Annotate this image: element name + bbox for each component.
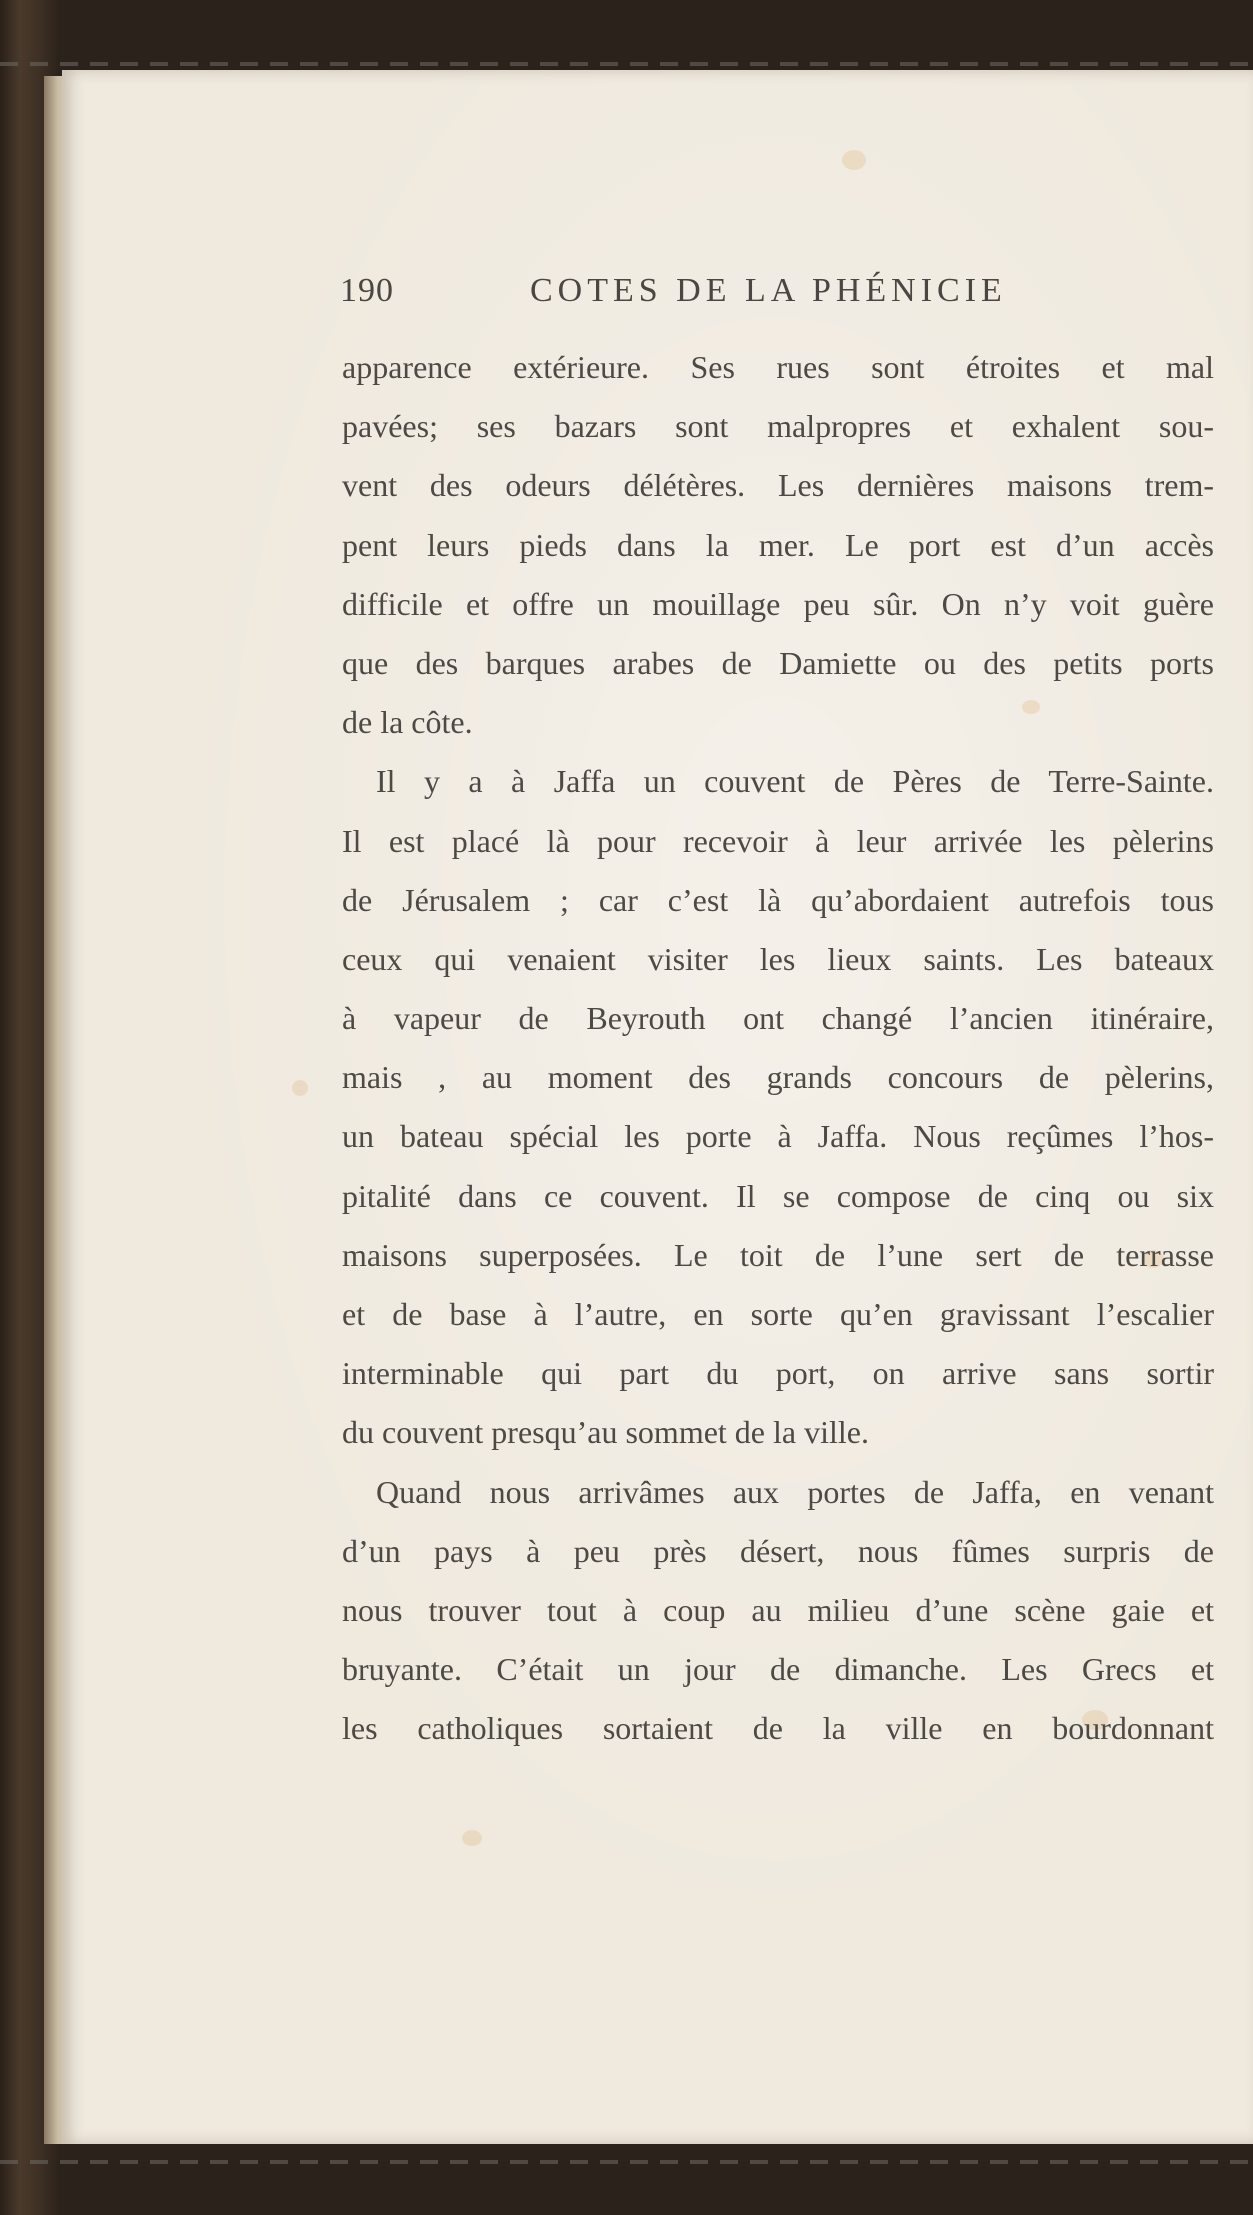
text-line: ceux qui venaient visiter les lieux saints. Les bateaux bbox=[342, 940, 1214, 977]
text-line: que des barques arabes de Damiette ou des petits ports bbox=[342, 644, 1214, 681]
text-line: interminable qui part du port, on arrive sans sortir bbox=[342, 1355, 1214, 1392]
text-line: bruyante. C’était un jour de dimanche. Les Grecs et bbox=[342, 1651, 1214, 1688]
text-line: Quand nous arrivâmes aux portes de Jaffa, en venant bbox=[376, 1473, 1214, 1510]
foxing-spot bbox=[292, 1080, 308, 1096]
text-line: de la côte. bbox=[342, 704, 473, 741]
text-line: pent leurs pieds dans la mer. Le port est d’un accès bbox=[342, 526, 1214, 563]
page-number: 190 bbox=[340, 272, 394, 309]
body-text bbox=[342, 338, 1214, 1759]
foxing-spot bbox=[842, 150, 866, 170]
text-line: pitalité dans ce couvent. Il se compose de cinq ou six bbox=[342, 1177, 1214, 1214]
text-line: Il y a à Jaffa un couvent de Pères de Terre-Sainte. bbox=[376, 763, 1214, 800]
page-header bbox=[340, 272, 1235, 320]
text-line: un bateau spécial les porte à Jaffa. Nous reçûmes l’hos- bbox=[342, 1118, 1214, 1155]
text-line: apparence extérieure. Ses rues sont étroites et mal bbox=[342, 349, 1214, 385]
text-line: les catholiques sortaient de la ville en bourdonnant bbox=[342, 1710, 1214, 1747]
text-line: mais , au moment des grands concours de pèlerins, bbox=[342, 1059, 1214, 1096]
text-line: pavées; ses bazars sont malpropres et exhalent sou- bbox=[342, 408, 1214, 445]
text-line: maisons superposées. Le toit de l’une sert de terrasse bbox=[342, 1236, 1214, 1273]
text-line: vent des odeurs délétères. Les dernières maisons trem- bbox=[342, 467, 1214, 504]
text-line: Il est placé là pour recevoir à leur arrivée les pèlerins bbox=[342, 822, 1214, 859]
text-line: à vapeur de Beyrouth ont changé l’ancien itinéraire, bbox=[342, 1000, 1214, 1037]
text-line: du couvent presqu’au sommet de la ville. bbox=[342, 1414, 869, 1451]
scan-top-dashes bbox=[0, 62, 1253, 66]
text-line: difficile et offre un mouillage peu sûr. On n’y voit guère bbox=[342, 585, 1214, 622]
text-line: nous trouver tout à coup au milieu d’une scène gaie et bbox=[342, 1591, 1214, 1628]
text-line: de Jérusalem ; car c’est là qu’abordaient autrefois tous bbox=[342, 881, 1214, 918]
running-title: COTES DE LA PHÉNICIE bbox=[530, 272, 1007, 309]
text-line: et de base à l’autre, en sorte qu’en gravissant l’escalier bbox=[342, 1296, 1214, 1332]
foxing-spot bbox=[462, 1830, 482, 1846]
text-line: d’un pays à peu près désert, nous fûmes surpris de bbox=[342, 1532, 1214, 1569]
scan-bottom-dashes bbox=[0, 2160, 1253, 2164]
